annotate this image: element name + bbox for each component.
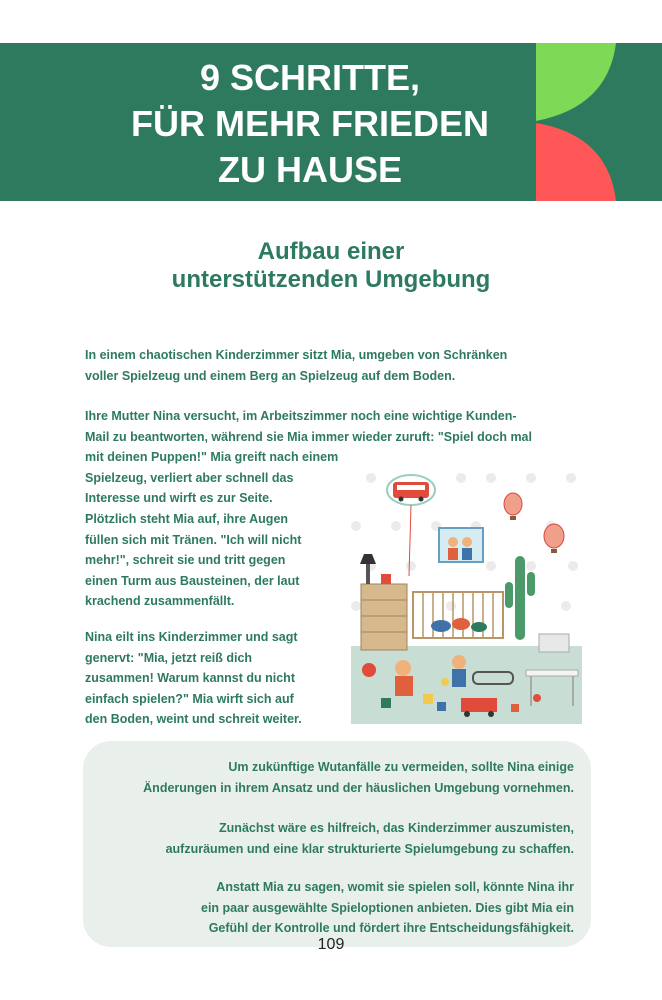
text-line: einfach spielen?" Mia wirft sich auf (85, 691, 294, 706)
text-line: einen Turm aus Bausteinen, der laut (85, 573, 300, 588)
story-nina (85, 627, 302, 730)
text-line: Mail zu beantworten, während sie Mia immer wieder zuruft: "Spiel doch mal (85, 429, 532, 444)
text-line: genervt: "Mia, jetzt reiß dich (85, 650, 253, 665)
text-line: Änderungen in ihrem Ansatz und der häuslichen Umgebung vornehmen. (143, 780, 574, 795)
advice-box (83, 741, 591, 947)
section-heading (60, 238, 602, 294)
title-line-1: 9 SCHRITTE, (199, 57, 421, 98)
text-line: ein paar ausgewählte Spieloptionen anbieten. Dies gibt Mia ein (201, 900, 574, 915)
title-line-3: ZU HAUSE (217, 149, 402, 190)
text-line: Anstatt Mia zu sagen, womit sie spielen soll, könnte Nina ihr (216, 880, 574, 894)
story-intro (85, 345, 507, 386)
header-banner (0, 43, 662, 201)
text-line: mit deinen Puppen!" Mia greift nach einem (85, 450, 339, 465)
messy-kids-room-illustration (351, 466, 582, 724)
text-line: füllen sich mit Tränen. "Ich will nicht (85, 532, 302, 547)
advice-paragraph-1 (104, 757, 574, 798)
text-line: Nina eilt ins Kinderzimmer und sagt (85, 630, 298, 644)
text-line: den Boden, weint und schreit weiter. (85, 712, 302, 727)
text-line: Um zukünftige Wutanfälle zu vermeiden, sollte Nina einige (228, 760, 574, 774)
page-title (60, 55, 560, 193)
text-line: zusammen! Warum kannst du nicht (85, 671, 295, 686)
text-line: Plötzlich steht Mia auf, ihre Augen (85, 511, 289, 526)
text-line: Zunächst wäre es hilfreich, das Kinderzimmer auszumisten, (219, 821, 574, 835)
text-line: aufzuräumen und eine klar strukturierte Spielumgebung zu schaffen. (165, 841, 574, 856)
heading-line-1: Aufbau einer (257, 238, 405, 265)
text-line: Ihre Mutter Nina versucht, im Arbeitszimmer noch eine wichtige Kunden- (85, 409, 517, 423)
advice-paragraph-2 (104, 818, 574, 859)
text-line: Interesse und wirft es zur Seite. (85, 491, 273, 506)
text-line: Gefühl der Kontrolle und fördert ihre Entscheidungsfähigkeit. (208, 921, 574, 936)
text-line: In einem chaotischen Kinderzimmer sitzt Mia, umgeben von Schränken (85, 348, 508, 362)
decorative-shapes-icon (536, 43, 616, 201)
text-line: voller Spielzeug und einem Berg an Spielzeug auf dem Boden. (85, 368, 456, 383)
advice-paragraph-3 (104, 877, 574, 939)
heading-line-2: unterstützenden Umgebung (171, 266, 491, 293)
text-line: mehr!", schreit sie und tritt gegen (85, 553, 286, 568)
text-line: krachend zusammenfällt. (85, 594, 235, 609)
page-number: 109 (317, 936, 345, 953)
title-line-2: FÜR MEHR FRIEDEN (131, 103, 489, 144)
text-line: Spielzeug, verliert aber schnell das (85, 470, 294, 485)
